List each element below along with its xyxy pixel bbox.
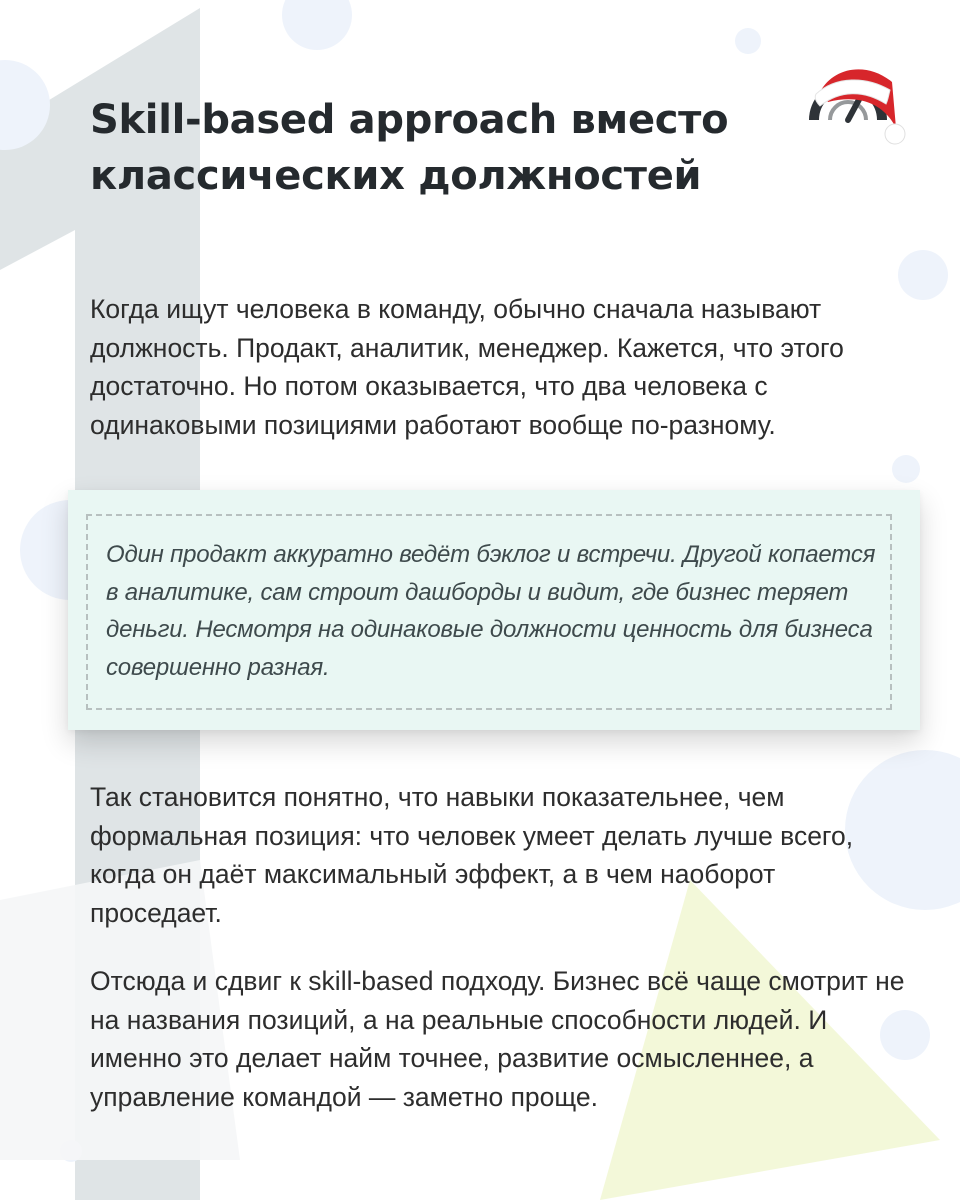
body-paragraph-3: Отсюда и сдвиг к skill-based подходу. Бизнес всё чаще смотрит не на названия позиций, а на реальные способности людей. И именно это делает найм точнее, развитие осмысленнее, а управление командой — заметно проще. <box>90 966 905 1112</box>
bg-circle <box>282 0 352 50</box>
page-title: Skill-based approach вместо классических должностей <box>90 97 729 199</box>
bg-circle <box>735 28 761 54</box>
bg-circle <box>898 250 948 300</box>
quote-card <box>68 490 920 730</box>
body-paragraph-2: Так становится понятно, что навыки показательнее, чем формальная позиция: что человек умеет делать лучше всего, когда он даёт максимальный эффект, а в чем наоборот проседает. <box>90 782 854 928</box>
bg-circle <box>892 455 920 483</box>
intro-paragraph: Когда ищут человека в команду, обычно сначала называют должность. Продакт, аналитик, менеджер. Кажется, что этого достаточно. Но потом оказывается, что два человека с одинаковыми позициями работают вообще по-разному. <box>90 294 844 440</box>
speedometer-santa-hat-icon <box>806 62 906 152</box>
quote-text: Один продакт аккуратно ведёт бэклог и встречи. Другой копается в аналитике, сам строит дашборды и видит, где бизнес теряет деньги. Несмотря на одинаковые должности ценность для бизнеса совершенно разная. <box>106 541 876 681</box>
